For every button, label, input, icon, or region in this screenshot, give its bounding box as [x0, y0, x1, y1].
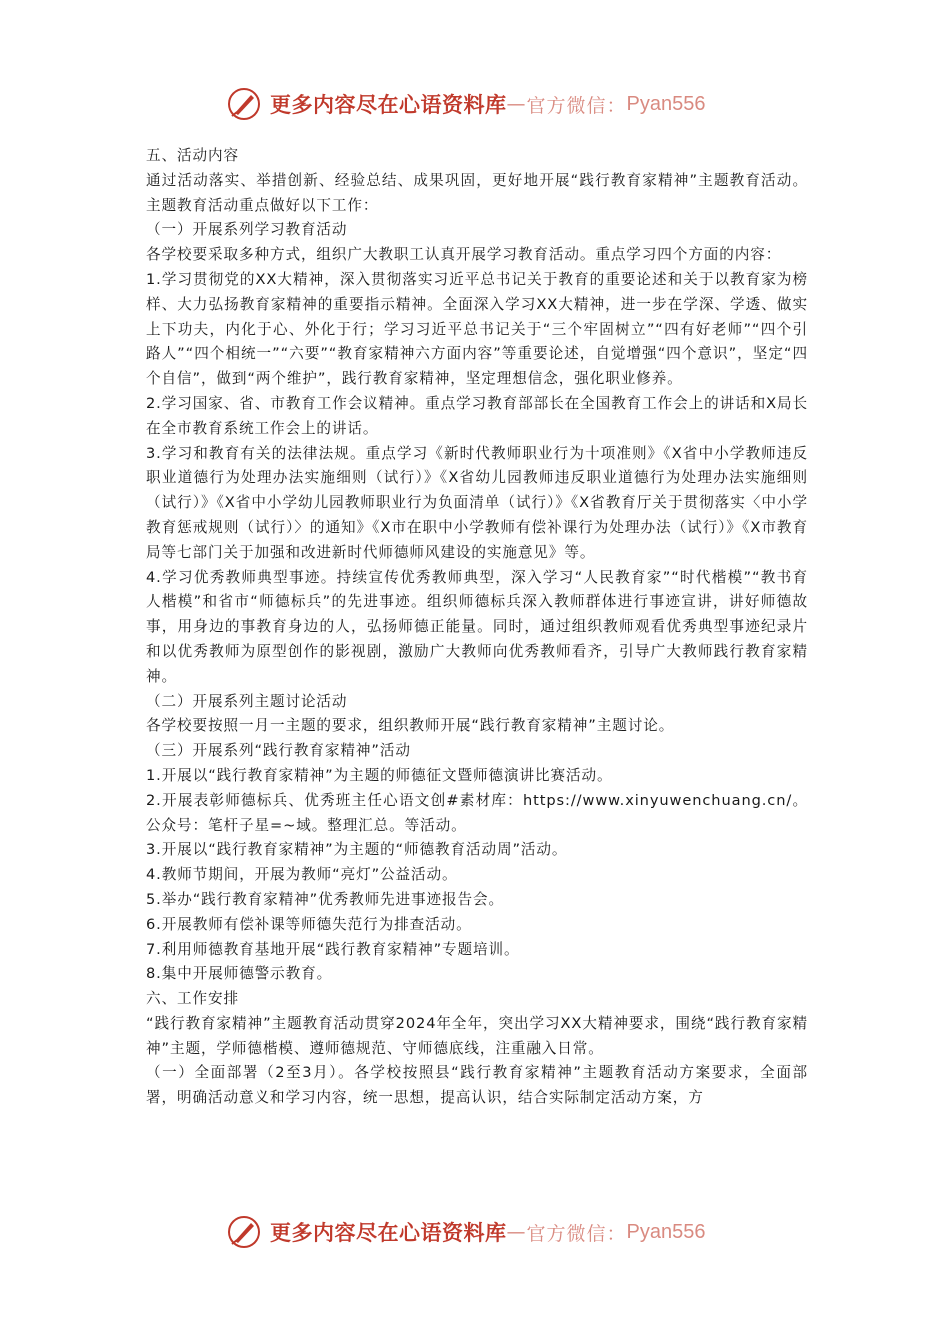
list-item: 6.开展教师有偿补课等师德失范行为排查活动。	[146, 915, 472, 933]
watermark-main-text: 更多内容尽在心语资料库	[270, 92, 507, 117]
list-item: 5.举办“践行教育家精神”优秀教师先进事迹报告会。	[146, 890, 505, 908]
watermark-wechat-id: Pyan556	[626, 92, 706, 115]
list-item: 3.开展以“践行教育家精神”为主题的“师德教育活动周”活动。	[146, 841, 568, 859]
watermark-dash: —	[506, 1221, 527, 1243]
list-item: 7.利用师德教育基地开展“践行教育家精神”专题培训。	[146, 940, 520, 958]
paragraph: “践行教育家精神”主题教育活动贯穿2024年全年，突出学习XX大精神要求，围绕“践行教育家精神”主题，学师德楷模、遵师德规范、守师德底线，注重融入日常。	[146, 1014, 808, 1057]
list-item: 4.教师节期间，开展为教师“亮灯”公益活动。	[146, 866, 458, 884]
subsection-heading: （三）开展系列“践行教育家精神”活动	[146, 742, 411, 760]
watermark-main-text: 更多内容尽在心语资料库	[270, 1220, 507, 1245]
list-item: 1.开展以“践行教育家精神”为主题的师德征文暨师德演讲比赛活动。	[146, 766, 613, 784]
list-item: 2.学习国家、省、市教育工作会议精神。重点学习教育部部长在全国教育工作会上的讲话和X局长在全市教育系统工作会上的讲话。	[146, 394, 808, 437]
watermark-header	[226, 84, 746, 124]
watermark-sub-text: 官方微信：	[526, 94, 627, 117]
list-item: 4.学习优秀教师典型事迹。持续宣传优秀教师典型，深入学习“人民教育家”“时代楷模”“教书育人楷模”和省市“师德标兵”的先进事迹。组织师德标兵深入教师群体进行事迹宣讲，讲好师德故事，用身边的事教育身边的人，弘扬师德正能量。同时，通过组织教师观看优秀典型事迹纪录片和以优秀教师为原型创作的影视剧，激励广大教师向优秀教师看齐，引导广大教师践行教育家精神。	[146, 568, 808, 685]
subsection-heading: （二）开展系列主题讨论活动	[146, 692, 348, 710]
list-item: 8.集中开展师德警示教育。	[146, 965, 333, 983]
section-heading: 五、活动内容	[146, 147, 239, 164]
watermark-sub-text: 官方微信：	[526, 1222, 627, 1245]
list-item: 3.学习和教育有关的法律法规。重点学习《新时代教师职业行为十项准则》《X省中小学教师违反职业道德行为处理办法实施细则（试行）》《X省幼儿园教师违反职业道德行为处理办法实施细则（试行）》《X省中小学幼儿园教师职业行为负面清单（试行）》《X省教育厅关于贯彻落实〈中小学教育惩戒规则（试行）〉的通知》《X市在职中小学教师有偿补课行为处理办法（试行）》《X市教育局等七部门关于加强和改进新时代师德师风建设的实施意见》等。	[146, 444, 808, 561]
section-heading: 六、工作安排	[146, 990, 239, 1008]
paragraph: 通过活动落实、举措创新、经验总结、成果巩固，更好地开展“践行教育家精神”主题教育活动。主题教育活动重点做好以下工作：	[146, 171, 808, 214]
quill-logo-icon	[226, 1214, 262, 1250]
document-body	[146, 144, 808, 1111]
watermark-dash: —	[506, 93, 527, 115]
quill-logo-icon	[226, 86, 262, 122]
watermark-footer	[226, 1212, 746, 1252]
paragraph: 各学校要按照一月一主题的要求，组织教师开展“践行教育家精神”主题讨论。	[146, 717, 675, 735]
paragraph: （一）全面部署（2至3月）。各学校按照县“践行教育家精神”主题教育活动方案要求，全面部署，明确活动意义和学习内容，统一思想，提高认识，结合实际制定活动方案，方	[146, 1064, 808, 1107]
subsection-heading: （一）开展系列学习教育活动	[146, 221, 348, 239]
list-item: 1.学习贯彻党的XX大精神，深入贯彻落实习近平总书记关于教育的重要论述和关于以教育家为榜样、大力弘扬教育家精神的重要指示精神。全面深入学习XX大精神，进一步在学深、学透、做实上下功夫，内化于心、外化于行；学习习近平总书记关于“三个牢固树立”“四有好老师”“四个引路人”“四个相统一”“六要”“教育家精神六方面内容”等重要论述，自觉增强“四个意识”，坚定“四个自信”，做到“两个维护”，践行教育家精神，坚定理想信念，强化职业修养。	[146, 270, 808, 388]
list-item: 2.开展表彰师德标兵、优秀班主任心语文创#素材库：https://www.xinyuwenchuang.cn/。公众号：笔杆子星=~域。整理汇总。等活动。	[146, 791, 808, 834]
paragraph: 各学校要采取多种方式，组织广大教职工认真开展学习教育活动。重点学习四个方面的内容：	[146, 246, 782, 264]
watermark-wechat-id: Pyan556	[626, 1220, 706, 1243]
